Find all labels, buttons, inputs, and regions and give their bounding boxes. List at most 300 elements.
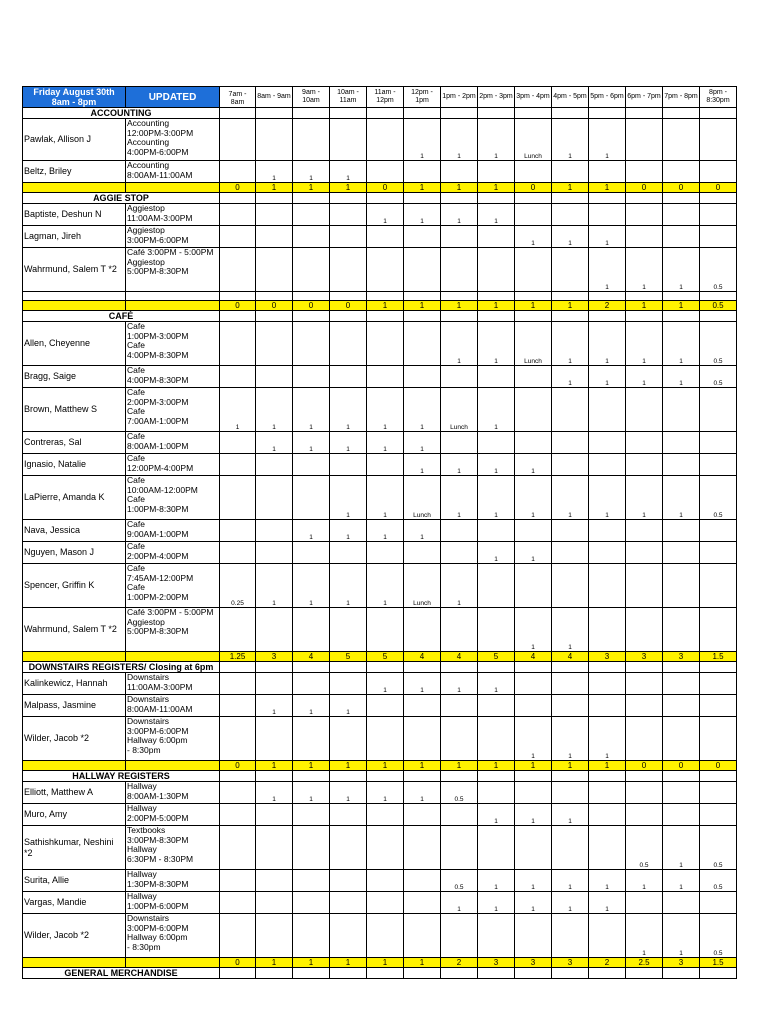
hour-cell [663,564,700,608]
hour-cell [700,892,737,914]
hour-cell [220,695,256,717]
hour-cell [589,432,626,454]
total-cell: 0.5 [700,301,737,311]
empty-cell [663,968,700,979]
hour-cell [700,782,737,804]
employee-row [23,388,737,432]
hour-cell [589,673,626,695]
hour-cell [589,804,626,826]
hour-header: 3pm - 4pm [515,87,552,108]
hour-cell [626,292,663,301]
shift-description: Downstairs 3:00PM-6:00PM Hallway 6:00pm - 8:30pm [126,914,220,958]
hour-cell [515,292,552,301]
hour-cell [552,292,589,301]
employee-row [23,204,737,226]
employee-name: Allen, Cheyenne [23,322,126,366]
hour-cell [441,432,478,454]
hour-cell: 1 [367,432,404,454]
total-cell: 0 [700,183,737,193]
hour-cell [220,366,256,388]
hour-cell [515,826,552,870]
hour-cell [441,226,478,248]
totals-row [23,652,737,662]
hour-cell [589,454,626,476]
hour-cell: 1 [293,432,330,454]
total-cell: 1 [404,761,441,771]
hour-cell: 1 [478,476,515,520]
hour-cell: 1 [330,520,367,542]
hour-cell [330,322,367,366]
empty-cell [515,662,552,673]
hour-cell [220,520,256,542]
shift-description [126,292,220,301]
section-title: GENERAL MERCHANDISE [23,968,220,979]
total-cell: 1 [330,183,367,193]
hour-cell [367,542,404,564]
empty-cell [663,311,700,322]
shift-description: Hallway 1:30PM-8:30PM [126,870,220,892]
section-header-row [23,662,737,673]
total-cell: 5 [478,652,515,662]
shift-description: Cafe 10:00AM-12:00PM Cafe 1:00PM-8:30PM [126,476,220,520]
total-cell: 3 [663,958,700,968]
hour-cell [441,804,478,826]
hour-cell [663,204,700,226]
hour-cell [700,161,737,183]
hour-cell [293,914,330,958]
hour-cell [663,673,700,695]
hour-cell: 1 [589,717,626,761]
total-cell: 1 [293,761,330,771]
hour-cell: 1 [404,204,441,226]
hour-cell [478,782,515,804]
hour-header: 6pm - 7pm [626,87,663,108]
hour-cell: 0.5 [700,914,737,958]
hour-header: 9am - 10am [293,87,330,108]
total-cell: 4 [552,652,589,662]
total-cell: 2 [589,958,626,968]
hour-cell [515,432,552,454]
shift-description: Hallway 8:00AM-1:30PM [126,782,220,804]
hour-cell: 1 [663,322,700,366]
hour-cell [626,564,663,608]
employee-name: Wilder, Jacob *2 [23,914,126,958]
hour-cell [478,161,515,183]
hour-cell [700,226,737,248]
employee-name: Vargas, Mandie [23,892,126,914]
employee-row [23,782,737,804]
hour-cell: Lunch [441,388,478,432]
empty-cell [404,108,441,119]
hour-cell [552,695,589,717]
empty-cell [515,968,552,979]
hour-cell: 1 [256,388,293,432]
hour-cell [700,119,737,161]
hour-cell: 0.5 [700,476,737,520]
hour-cell: 0.5 [700,870,737,892]
employee-name: Sathishkumar, Neshini *2 [23,826,126,870]
empty-cell [478,662,515,673]
empty-cell [663,108,700,119]
empty-cell [404,771,441,782]
hour-header: 5pm - 6pm [589,87,626,108]
totals-row [23,761,737,771]
empty-cell [367,108,404,119]
hour-cell [293,366,330,388]
total-cell: 0 [626,761,663,771]
hour-cell [552,204,589,226]
employee-row [23,870,737,892]
empty-cell [367,771,404,782]
empty-cell [663,193,700,204]
employee-name: Kalinkewicz, Hannah [23,673,126,695]
section-header-row [23,968,737,979]
empty-cell [626,193,663,204]
empty-cell [441,662,478,673]
hour-cell [552,248,589,292]
hour-cell: 1 [478,892,515,914]
employee-row [23,695,737,717]
hour-cell [478,520,515,542]
hour-cell [330,119,367,161]
empty-cell [515,193,552,204]
employee-row [23,542,737,564]
employee-row [23,366,737,388]
hour-cell [515,248,552,292]
shift-description: Cafe 7:45AM-12:00PM Cafe 1:00PM-2:00PM [126,564,220,608]
hour-cell [478,695,515,717]
hour-cell [256,454,293,476]
empty-cell [256,108,293,119]
empty-cell [478,193,515,204]
hour-cell [367,870,404,892]
employee-row [23,119,737,161]
hour-cell [220,608,256,652]
hour-cell: 0.5 [626,826,663,870]
hour-cell [367,914,404,958]
empty-cell [441,771,478,782]
hour-cell [700,564,737,608]
empty-cell [478,771,515,782]
hour-cell: 1 [552,226,589,248]
employee-name: Malpass, Jasmine [23,695,126,717]
hour-cell: 1 [552,608,589,652]
hour-cell [220,322,256,366]
hour-cell [256,476,293,520]
hour-cell [330,366,367,388]
empty-cell [293,662,330,673]
total-cell: 3 [626,652,663,662]
hour-cell [552,564,589,608]
empty-cell [552,662,589,673]
hour-cell [589,292,626,301]
hour-cell: 1 [589,226,626,248]
hour-cell [256,542,293,564]
hour-cell: 1 [367,673,404,695]
hour-cell [626,226,663,248]
hour-cell [552,432,589,454]
empty-cell [367,968,404,979]
total-cell: 1.5 [700,652,737,662]
shift-description: Cafe 1:00PM-3:00PM Cafe 4:00PM-8:30PM [126,322,220,366]
hour-cell [478,432,515,454]
hour-cell: 1 [626,366,663,388]
section-header-row [23,311,737,322]
empty-cell [441,193,478,204]
employee-name [23,292,126,301]
total-cell: 1.5 [700,958,737,968]
hour-cell [404,804,441,826]
hour-cell [700,673,737,695]
total-cell: 3 [552,958,589,968]
total-cell: 1 [478,301,515,311]
empty-cell [663,662,700,673]
hour-cell [220,804,256,826]
empty-cell [589,193,626,204]
hour-cell [330,248,367,292]
total-cell: 0 [220,761,256,771]
hour-cell [367,608,404,652]
empty-cell [256,193,293,204]
hour-cell [589,204,626,226]
empty-cell [220,771,256,782]
hour-cell [220,914,256,958]
hour-cell: 1 [330,695,367,717]
hour-cell [441,366,478,388]
hour-cell: 1 [256,564,293,608]
hour-cell [626,804,663,826]
hour-cell [478,292,515,301]
hour-cell [256,892,293,914]
hour-cell: 1 [515,608,552,652]
empty-cell [589,968,626,979]
hour-cell [700,454,737,476]
hour-cell: 0.5 [700,248,737,292]
hour-cell [367,366,404,388]
total-cell: 1 [515,761,552,771]
hour-cell [700,608,737,652]
hour-cell: Lunch [515,119,552,161]
employee-name: Nava, Jessica [23,520,126,542]
hour-cell: 1 [256,161,293,183]
hour-cell [663,892,700,914]
empty-cell [589,311,626,322]
total-cell: 1 [367,958,404,968]
hour-cell: 1 [404,432,441,454]
hour-cell: 1 [404,388,441,432]
hour-cell: 1 [330,388,367,432]
shift-description: Café 3:00PM - 5:00PM Aggiestop 5:00PM-8:30PM [126,248,220,292]
section-title: HALLWAY REGISTERS [23,771,220,782]
hour-cell: 1 [256,782,293,804]
hour-cell [330,717,367,761]
total-cell: 3 [589,652,626,662]
hour-cell: 1 [330,564,367,608]
hour-cell [220,204,256,226]
empty-cell [367,311,404,322]
hour-cell [515,388,552,432]
hour-cell [626,388,663,432]
hour-cell [700,204,737,226]
hour-cell [441,542,478,564]
hour-cell: 1 [293,388,330,432]
hour-cell [663,608,700,652]
hour-cell [404,248,441,292]
hour-cell [256,322,293,366]
hour-cell [700,542,737,564]
hour-cell [515,782,552,804]
hour-cell [700,804,737,826]
hour-cell [404,161,441,183]
total-cell: 4 [404,652,441,662]
hour-cell [626,119,663,161]
hour-cell: 1 [293,782,330,804]
hour-cell [589,695,626,717]
hour-cell: 1 [552,870,589,892]
hour-cell: 1 [552,366,589,388]
hour-cell: 0.5 [700,826,737,870]
hour-cell [404,608,441,652]
hour-cell: 1 [367,564,404,608]
total-cell: 1 [293,183,330,193]
hour-cell [367,804,404,826]
hour-cell [330,542,367,564]
total-cell: 1 [589,761,626,771]
hour-cell [220,870,256,892]
hour-cell [330,292,367,301]
hour-cell [552,388,589,432]
empty-cell [700,968,737,979]
hour-cell [552,826,589,870]
employee-row [23,520,737,542]
hour-cell [515,564,552,608]
hour-cell: 1 [663,476,700,520]
hour-cell: 1 [441,673,478,695]
hour-cell: 1 [404,782,441,804]
hour-cell [293,204,330,226]
empty-cell [700,771,737,782]
hour-cell: 1 [589,119,626,161]
hour-cell: 1 [441,454,478,476]
hour-cell [441,695,478,717]
hour-cell: 0.5 [700,322,737,366]
hour-cell [626,673,663,695]
hour-cell: 1 [626,322,663,366]
hour-cell [220,226,256,248]
hour-cell [589,542,626,564]
hour-cell: 1 [478,542,515,564]
total-cell: 0 [367,183,404,193]
total-cell: 0 [515,183,552,193]
hour-cell [663,520,700,542]
hour-cell: 1 [589,248,626,292]
empty-cell [441,311,478,322]
hour-cell [441,520,478,542]
employee-row [23,292,737,301]
hour-cell: 1 [663,366,700,388]
section-header-row [23,193,737,204]
hour-cell [552,673,589,695]
total-cell: 1 [478,183,515,193]
hour-cell [220,248,256,292]
hour-cell [293,292,330,301]
employee-row [23,454,737,476]
total-cell: 5 [330,652,367,662]
hour-cell: 1 [478,119,515,161]
empty-cell [330,968,367,979]
hour-cell [515,520,552,542]
section-title: ACCOUNTING [23,108,220,119]
hour-cell: 1 [330,161,367,183]
total-cell: 1 [367,761,404,771]
hour-cell: 1 [663,870,700,892]
hour-cell [256,870,293,892]
hour-cell [293,826,330,870]
hour-cell [515,204,552,226]
empty-cell [293,193,330,204]
hour-cell [404,695,441,717]
hour-cell [589,564,626,608]
empty-cell [515,108,552,119]
hour-cell: 0.5 [441,782,478,804]
hour-cell [256,248,293,292]
employee-row [23,826,737,870]
updated-label: UPDATED [126,87,220,108]
empty-cell [330,771,367,782]
empty-cell [293,108,330,119]
hour-cell [220,292,256,301]
hour-cell: 1 [626,476,663,520]
hour-cell [700,432,737,454]
hour-cell: Lunch [515,322,552,366]
total-cell: 0 [256,301,293,311]
hour-cell [293,608,330,652]
hour-cell [293,870,330,892]
hour-cell: 1 [515,717,552,761]
employee-name: Brown, Matthew S [23,388,126,432]
hour-cell [220,826,256,870]
hour-cell: 1 [663,914,700,958]
hour-cell [552,520,589,542]
hour-cell: 1 [330,782,367,804]
total-cell: 1 [404,301,441,311]
empty-cell [552,311,589,322]
employee-name: Wahrmund, Salem T *2 [23,608,126,652]
hour-cell: 1 [330,432,367,454]
empty-cell [256,311,293,322]
empty-cell [589,108,626,119]
total-cell: 2 [589,301,626,311]
empty-cell [552,771,589,782]
hour-cell [663,717,700,761]
hour-cell [663,542,700,564]
hour-header: 7am - 8am [220,87,256,108]
total-cell: 1 [367,301,404,311]
employee-name: Spencer, Griffin K [23,564,126,608]
employee-name: Wahrmund, Salem T *2 [23,248,126,292]
hour-cell: 1 [589,366,626,388]
shift-description: Accounting 8:00AM-11:00AM [126,161,220,183]
total-cell: 1 [256,958,293,968]
hour-cell [700,292,737,301]
total-cell: 1 [441,183,478,193]
hour-cell [404,870,441,892]
totals-label-cell [23,761,126,771]
hour-cell [293,892,330,914]
hour-cell: 1 [441,564,478,608]
hour-cell [552,454,589,476]
hour-cell [663,226,700,248]
